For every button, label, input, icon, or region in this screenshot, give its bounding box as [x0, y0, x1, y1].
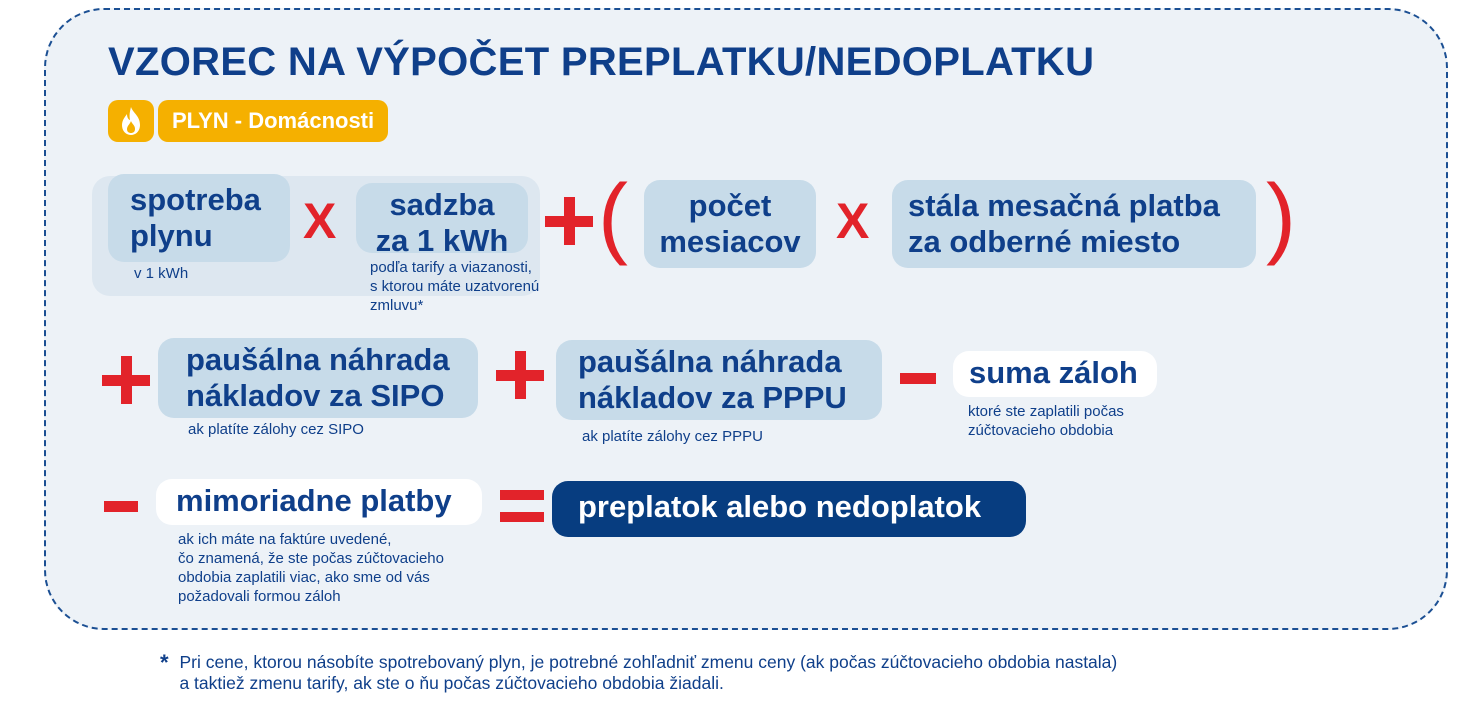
- minus-operator-1: [900, 373, 936, 384]
- stala-line1: stála mesačná platba: [908, 188, 1220, 223]
- suma-zaloh-pill: suma záloh: [953, 351, 1157, 397]
- minus-operator-2: [104, 501, 138, 512]
- equals-operator-top: [500, 490, 544, 500]
- pppu-pill: [556, 340, 882, 420]
- pppu-line1: paušálna náhrada: [578, 344, 842, 379]
- mimoriadne-platby-pill: mimoriadne platby: [156, 479, 482, 525]
- sadzba-pill: [356, 183, 528, 258]
- sipo-pill: [158, 338, 478, 418]
- sadzba-note-line2: s ktorou máte uzatvorenú: [370, 278, 540, 295]
- suma-zaloh-note: [968, 402, 1124, 440]
- mimoriadne-note: [178, 530, 444, 606]
- footnote-star: *: [160, 650, 169, 675]
- sadzba-note-line3: zmluvu*: [370, 297, 424, 314]
- pppu-line2: nákladov za PPPU: [578, 380, 847, 415]
- pocet-line1: počet: [688, 188, 772, 223]
- flame-icon: [108, 100, 154, 142]
- plus-operator-3-v: [515, 351, 526, 399]
- sadzba-note: [370, 258, 539, 315]
- spotreba-line1: spotreba: [130, 182, 261, 217]
- equals-operator-bottom: [500, 512, 544, 522]
- sadzba-line2: za 1 kWh: [375, 223, 509, 258]
- footnote: [160, 652, 1117, 694]
- pppu-note: ak platíte zálohy cez PPPU: [582, 428, 763, 445]
- category-badge: PLYN - Domácnosti: [158, 100, 388, 142]
- footnote-line1: Pri cene, ktorou násobíte spotrebovaný plyn, je potrebné zohľadniť zmenu ceny (ak počas zúčtovacieho obdobia nastala): [179, 652, 1118, 672]
- times-operator-2: X: [836, 193, 870, 249]
- times-operator-1: X: [303, 193, 337, 249]
- sipo-line1: paušálna náhrada: [186, 342, 450, 377]
- plus-operator-1-v: [564, 197, 575, 245]
- spotreba-note: v 1 kWh: [134, 265, 189, 282]
- pocet-pill: [644, 180, 816, 268]
- mimoriadne-note-line4: požadovali formou záloh: [178, 588, 341, 605]
- spotreba-pill: [108, 174, 290, 262]
- suma-zaloh-note-line2: zúčtovacieho obdobia: [968, 422, 1114, 439]
- spotreba-line2: plynu: [130, 218, 213, 253]
- sadzba-line1: sadzba: [389, 187, 495, 222]
- stala-line2: za odberné miesto: [908, 224, 1181, 259]
- suma-zaloh-note-line1: ktoré ste zaplatili počas: [968, 403, 1124, 420]
- plus-operator-2-v: [121, 356, 132, 404]
- footnote-text: [179, 652, 1117, 694]
- pocet-line2: mesiacov: [659, 224, 801, 259]
- stala-platba-pill: [892, 180, 1256, 268]
- sipo-line2: nákladov za SIPO: [186, 378, 445, 413]
- sadzba-note-line1: podľa tarify a viazanosti,: [370, 259, 532, 276]
- sipo-note: ak platíte zálohy cez SIPO: [188, 421, 364, 438]
- result-pill: preplatok alebo nedoplatok: [552, 481, 1026, 537]
- footnote-line2: a taktiež zmenu tarify, ak ste o ňu počas zúčtovacieho obdobia žiadali.: [179, 673, 724, 693]
- page-title: VZOREC NA VÝPOČET PREPLATKU/NEDOPLATKU: [108, 40, 1095, 84]
- open-parenthesis: (: [598, 167, 628, 267]
- mimoriadne-note-line1: ak ich máte na faktúre uvedené,: [178, 531, 392, 548]
- close-parenthesis: ): [1266, 167, 1296, 267]
- mimoriadne-note-line2: čo znamená, že ste počas zúčtovacieho: [178, 550, 444, 567]
- mimoriadne-note-line3: obdobia zaplatili viac, ako sme od vás: [178, 569, 430, 586]
